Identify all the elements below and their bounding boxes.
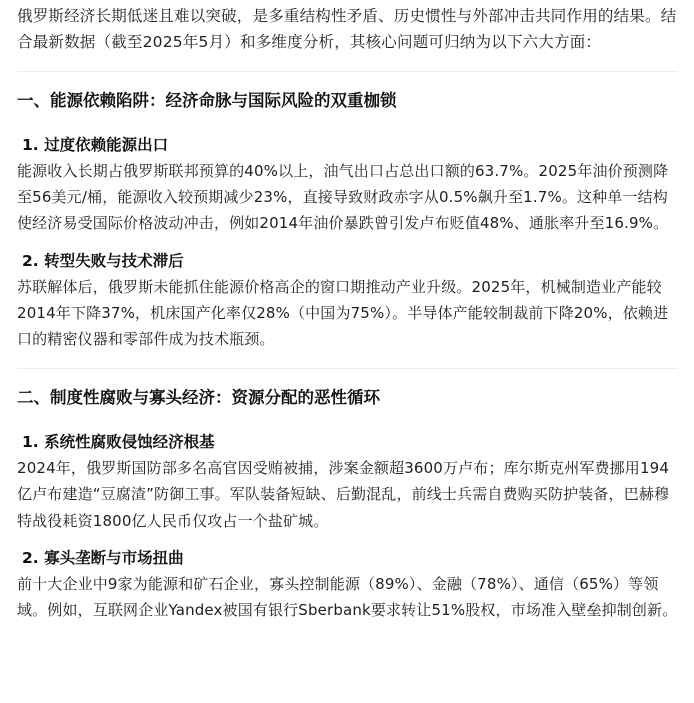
subsection-body: 能源收入长期占俄罗斯联邦预算的40%以上，油气出口占总出口额的63.7%。2025年油价预测降至56美元/桶，能源收入较预期减少23%，直接导致财政赤字从0.5%飙升至1.7%。这种单一结构使经济易受国际价格波动冲击，例如2014年油价暴跌曾引发卢布贬值48%、通胀率升至16.9%。 (17, 162, 669, 233)
section-heading: 一、能源依赖陷阱：经济命脉与国际风险的双重枷锁 (17, 91, 397, 110)
subsection-title: 2. 寡头垄断与市场扭曲 (22, 548, 184, 567)
subsection-title: 2. 转型失败与技术滞后 (22, 251, 184, 270)
section-corruption-oligarchy (17, 369, 678, 623)
subsection-title: 1. 系统性腐败侵蚀经济根基 (22, 433, 215, 452)
subsection-body: 2024年，俄罗斯国防部多名高官因受贿被捕，涉案金额超3600万卢布；库尔斯克州军费挪用194亿卢布建造“豆腐渣”防御工事。军队装备短缺、后勤混乱，前线士兵需自费购买防护装备，巴赫穆特战役耗资1800亿人民币仅攻占一个盐矿城。 (17, 459, 670, 530)
section-energy-dependence (17, 72, 678, 352)
subsection-title: 1. 过度依赖能源出口 (22, 136, 169, 154)
subsection-body: 前十大企业中9家为能源和矿石企业，寡头控制能源（89%）、金融（78%）、通信（65%）等领域。例如，互联网企业Yandex被国有银行Sberbank要求转让51%股权，市场准入壁垒抑制创新。 (17, 574, 678, 620)
intro-paragraph: 俄罗斯经济长期低迷且难以突破，是多重结构性矛盾、历史惯性与外部冲击共同作用的结果。结合最新数据（截至2025年5月）和多维度分析，其核心问题可归纳为以下六大方面： (17, 7, 677, 51)
section-heading: 二、制度性腐败与寡头经济：资源分配的恶性循环 (17, 388, 380, 408)
subsection-body: 苏联解体后，俄罗斯未能抓住能源价格高企的窗口期推动产业升级。2025年，机械制造业产能较2014年下降37%，机床国产化率仅28%（中国为75%）。半导体产能较制裁前下降20%，依赖进口的精密仪器和零部件成为技术瓶颈。 (17, 277, 669, 349)
